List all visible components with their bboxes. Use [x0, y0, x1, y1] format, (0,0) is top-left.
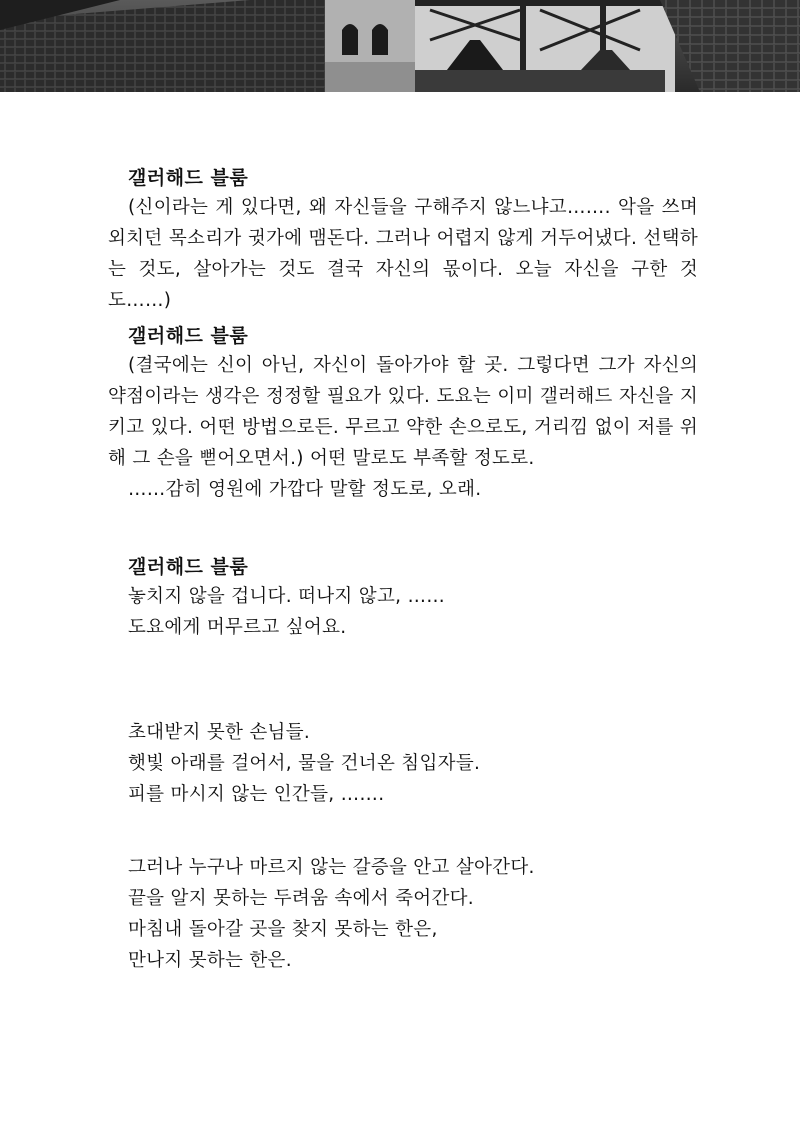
- dialogue-block-2: [108, 324, 698, 505]
- dialogue-text: (결국에는 신이 아닌, 자신이 돌아가야 할 곳. 그렇다면 그가 자신의 약점이라는 생각은 정정할 필요가 있다. 도요는 이미 갤러해드 자신을 지키고 있다. 어떤 방법으로든. 무르고 약한 손으로도, 거리낌 없이 저를 위해 그 손을 뻗어오면서.) 어떤 말로도 부족할 정도로.: [108, 355, 698, 469]
- dialogue-text: (신이라는 게 있다면, 왜 자신들을 구해주지 않느냐고……. 악을 쓰며 외치던 목소리가 귓가에 맴돈다. 그러나 어렵지 않게 거두어냈다. 선택하는 것도, 살아가는 것도 결국 자신의 몫이다. 오늘 자신을 구한 것도……): [108, 197, 698, 311]
- poem-line: 마침내 돌아갈 곳을 찾지 못하는 한은,: [128, 919, 438, 940]
- poem-line: 햇빛 아래를 걸어서, 물을 건너온 침입자들.: [128, 753, 481, 774]
- dialogue-extra-line: ……감히 영원에 가깝다 말할 정도로, 오래.: [128, 479, 482, 500]
- speaker-name: 갤러해드 블룸: [128, 167, 249, 189]
- poem-line: 만나지 못하는 한은.: [128, 950, 292, 971]
- castle-rooftop-photo-icon: [0, 0, 800, 92]
- speaker-name: 갤러해드 블룸: [128, 556, 249, 578]
- poem-line: 초대받지 못한 손님들.: [128, 722, 311, 743]
- dialogue-block-1: [108, 166, 698, 316]
- poem-stanza-1: [108, 717, 698, 810]
- header-photo: [0, 0, 800, 92]
- dialogue-line: 놓치지 않을 겁니다. 떠나지 않고, ……: [128, 586, 446, 607]
- poem-line: 피를 마시지 않는 인간들, …….: [128, 784, 385, 805]
- dialogue-line: 도요에게 머무르고 싶어요.: [128, 617, 347, 638]
- poem-line: 그러나 누구나 마르지 않는 갈증을 안고 살아간다.: [128, 857, 535, 878]
- poem-stanza-2: [108, 852, 698, 976]
- speaker-name: 갤러해드 블룸: [128, 325, 249, 347]
- dialogue-block-3: [108, 555, 698, 643]
- poem-line: 끝을 알지 못하는 두려움 속에서 죽어간다.: [128, 888, 474, 909]
